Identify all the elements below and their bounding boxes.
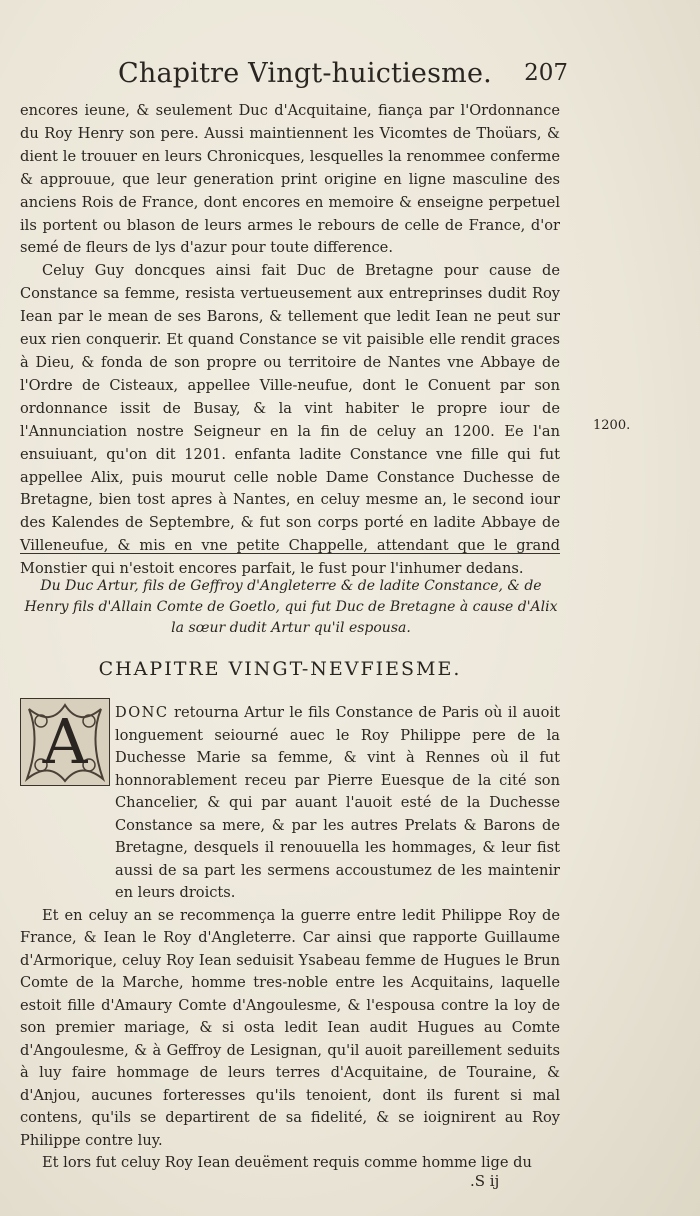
page-header	[118, 58, 568, 98]
chapter-summary: Du Duc Artur, fils de Geffroy d'Angleterre & de ladite Constance, & de Henry fils d'Allain Comte de Goetlo, qui fut Duc de Bretagne à cause d'Alix la sœur dudit Artur qu'il espousa.	[24, 578, 558, 636]
margin-note-year: 1200.	[593, 418, 631, 433]
paragraph	[115, 702, 560, 905]
page-number: 207	[524, 60, 568, 86]
continued-text-block	[20, 100, 560, 581]
paragraph: Et en celuy an se recommença la guerre entre ledit Philippe Roy de France, & Iean le Roy d'Angleterre. Car ainsi que rapporte Guillaume d'Armorique, celuy Roy Iean seduisit Ysabeau femme de Hugues le Brun Comte de la Marche, homme tres-noble entre les Acquitains, laquelle estoit fille d'Amaury Comte d'Angoulesme, & l'espousa contre la loy de son premier mariage, & si osta ledit Iean audit Hugues au Comte d'Angoulesme, & à Geffroy de Lesignan, qu'il auoit pareillement seduits à luy faire hommage de leurs terres d'Acquitaine, de Touraine, & d'Anjou, aucunes forteresses qu'ils tenoient, dont ils furent si mal contens, qu'ils se departirent de sa fidelité, & se ioignirent au Roy Philippe contre luy.	[20, 906, 560, 1149]
chapter-heading: CHAPITRE VINGT-NEVFIESME.	[98, 658, 462, 680]
running-title: Chapitre Vingt-huictiesme.	[118, 58, 492, 89]
paragraph-text: retourna Artur le fils Constance de Paris où il auoit longuement seiourné auec le Roy Philippe pere de la Duchesse Marie sa femme, & vint à Rennes où il fut honnorablement receu par Pierre Euesque de la cité son Chancelier, & qui par auant l'auoit esté de la Duchesse Constance sa mere, & par les autres Prelats & Barons de Bretagne, desquels il renouuella les hommages, & leur fist aussi de sa part les sermens accoustumez de les maintenir en leurs droicts.	[115, 704, 561, 901]
chapter-text-block	[20, 702, 560, 1175]
paragraph: Et lors fut celuy Roy Iean deuëment requis comme homme lige du	[42, 1154, 532, 1171]
paragraph: encores ieune, & seulement Duc d'Acquitaine, fiança par l'Ordonnance du Roy Henry son pere. Aussi maintiennent les Vicomtes de Thoüars, & dient le trouuer en leurs Chronicques, lesquelles la renommee conferme & approuue, que leur generation print origine en ligne masculine des anciens Rois de France, dont encores en memoire & enseigne perpetuel ils portent ou blason de leurs armes le rebours de celle de France, d'or semé de fleurs de lys d'azur pour toute difference.	[20, 102, 560, 257]
paragraph: Celuy Guy doncques ainsi fait Duc de Bretagne pour cause de Constance sa femme, resista vertueusement aux entreprinses dudit Roy Iean par le mean de ses Barons, & tellement que ledit Iean ne peut sur eux rien conquerir. Et quand Constance se vit paisible elle rendit graces à Dieu, & fonda de son propre ou territoire de Nantes vne Abbaye de l'Ordre de Cisteaux, appellee Ville-neufue, dont le Conuent par son ordonnance issit de Busay, & la vint habiter le propre iour de l'Annunciation nostre Seigneur en la fin de celuy an 1200. Ee l'an ensuiuant, qu'on dit 1201. enfanta ladite Constance vne fille qui fut appellee Alix, puis mourut celle noble Dame Constance Duchesse de Bretagne, bien tost apres à Nantes, en celuy mesme an, le second iour des Kalendes de Septembre, & fut son corps porté en ladite Abbaye de Villeneufue, & mis en vne petite Chappelle, attendant que le grand Monstier qui n'estoit encores parfait, le fust pour l'inhumer dedans.	[20, 262, 560, 578]
signature-mark: .S ij	[470, 1172, 500, 1190]
drop-cap-letter: A	[42, 705, 88, 778]
first-word: DONC	[115, 704, 169, 721]
section-divider	[20, 553, 560, 554]
